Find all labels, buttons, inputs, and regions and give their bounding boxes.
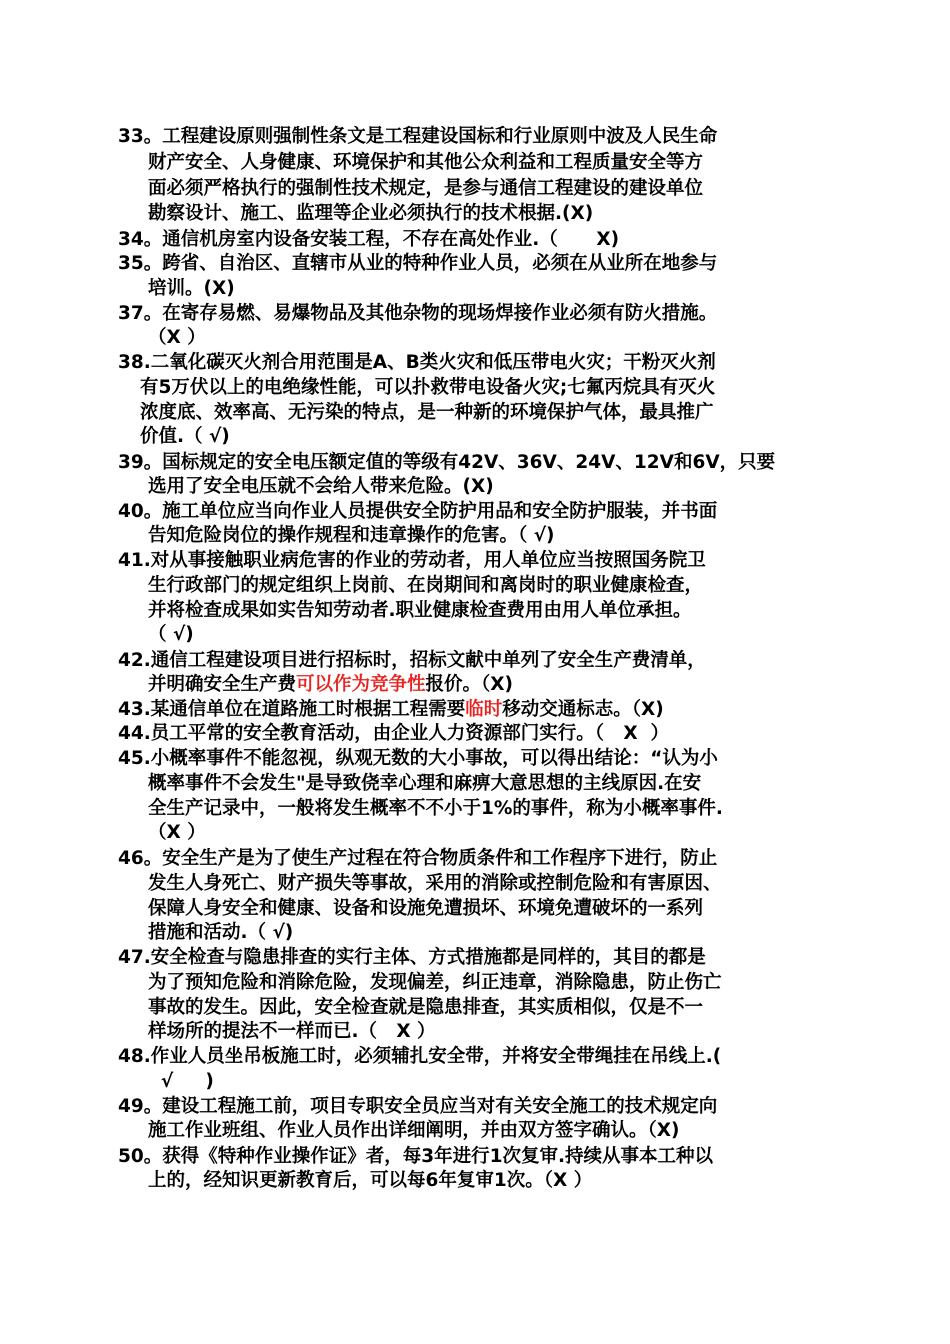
- text-line: 事故的发生。因此，安全检查就是隐患排查，其实质相似，仅是不一: [148, 997, 704, 1018]
- highlighted-text: 可以作为竞争性: [296, 674, 426, 695]
- text-line: 33。工程建设原则强制性条文是工程建设国标和行业原则中波及人民生命: [118, 126, 718, 147]
- text-line: [118, 698, 664, 722]
- text-line: （X ）: [148, 327, 206, 348]
- text-line: 培训。(X): [148, 278, 235, 299]
- text-line: 48.作业人员坐吊板施工时，必须辅扎安全带，并将安全带绳挂在吊线上.(: [118, 1046, 722, 1067]
- text-line: 选用了安全电压就不会给人带来危险。(X): [148, 476, 494, 497]
- text-line: （ √): [148, 624, 194, 645]
- text-line: 47.安全检查与隐患排查的实行主体、方式措施都是同样的，其目的都是: [118, 947, 706, 968]
- text-line: 46。安全生产是为了使生产过程在符合物质条件和工作程序下进行，防止: [118, 848, 718, 869]
- text-line: 告知危险岗位的操作规程和违章操作的危害。（ √): [148, 525, 555, 546]
- text-line: 41.对从事接触职业病危害的作业的劳动者，用人单位应当按照国务院卫: [118, 550, 706, 571]
- text-line: 39。国标规定的安全电压额定值的等级有42V、36V、24V、12V和6V，只要: [118, 452, 776, 473]
- text-line: 价值.（ √): [140, 426, 230, 447]
- text-line: √ ): [148, 1071, 214, 1092]
- text-line: 施工作业班组、作业人员作出详细阐明，并由双方签字确认。（X): [148, 1120, 680, 1141]
- highlighted-text: 临时: [465, 699, 503, 720]
- text-line: 42.通信工程建设项目进行招标时，招标文献中单列了安全生产费清单，: [118, 650, 706, 671]
- text-line: 面必须严格执行的强制性技术规定，是参与通信工程建设的建设单位: [148, 178, 704, 199]
- text-line: 45.小概率事件不能忽视，纵观无数的大小事故，可以得出结论：“认为小: [118, 748, 718, 769]
- text-line: 概率事件不会发生"是导致侥幸心理和麻痹大意思想的主线原因.在安: [148, 773, 702, 794]
- text-line: 50。获得《特种作业操作证》者，每3年进行1次复审.持续从事本工种以: [118, 1146, 714, 1167]
- text-line: （X ）: [148, 822, 206, 843]
- text-line: 全生产记录中，一般将发生概率不不小于1%的事件，称为小概率事件.: [148, 798, 723, 819]
- text-line: 并将检查成果如实告知劳动者.职业健康检查费用由用人单位承担。: [148, 600, 692, 621]
- text-line: 49。建设工程施工前，项目专职安全员应当对有关安全施工的技术规定向: [118, 1096, 718, 1117]
- text-line: 浓度底、效率高、无污染的特点，是一种新的环境保护气体，最具推广: [140, 402, 714, 423]
- text-line: 财产安全、人身健康、环境保护和其他公众利益和工程质量安全等方: [148, 152, 704, 173]
- text-line: 措施和活动.（ √): [148, 922, 294, 943]
- text-segment: 报价。（X): [425, 674, 514, 695]
- text-line: 34。通信机房室内设备安装工程，不存在高处作业.（ X): [118, 229, 620, 250]
- text-segment: 移动交通标志。（X): [502, 699, 664, 720]
- text-line: 生行政部门的规定组织上岗前、在岗期间和离岗时的职业健康检查，: [148, 575, 704, 596]
- text-line: 为了预知危险和消除危险，发现偏差，纠正违章，消除隐患，防止伤亡: [148, 972, 722, 993]
- text-line: 发生人身死亡、财产损失等事故，采用的消除或控制危险和有害原因、: [148, 873, 722, 894]
- text-line: 44.员工平常的安全教育活动，由企业人力资源部门实行。（ X ）: [118, 723, 669, 744]
- text-line: 35。跨省、自治区、直辖市从业的特种作业人员，必须在从业所在地参与: [118, 253, 718, 274]
- text-line: 有5万伏以上的电绝缘性能，可以扑救带电设备火灾;七氟丙烷具有灭火: [140, 377, 716, 398]
- text-segment: 43.某通信单位在道路施工时根据工程需要: [118, 699, 466, 720]
- text-segment: 并明确安全生产费: [148, 674, 297, 695]
- text-line: 上的，经知识更新教育后，可以每6年复审1次。（X ）: [148, 1170, 593, 1191]
- text-line: 勘察设计、施工、监理等企业必须执行的技术根据.(X): [148, 203, 594, 224]
- text-line: 38.二氧化碳灭火剂合用范围是A、B类火灾和低压带电火灾；干粉灭火剂: [118, 352, 716, 373]
- text-line: [148, 673, 513, 697]
- text-line: 37。在寄存易燃、易爆物品及其他杂物的现场焊接作业必须有防火措施。: [118, 303, 718, 324]
- text-line: 样场所的提法不一样而已.（ X ）: [148, 1021, 436, 1042]
- text-line: 40。施工单位应当向作业人员提供安全防护用品和安全防护服装，并书面: [118, 501, 718, 522]
- text-line: 保障人身安全和健康、设备和设施免遭损坏、环境免遭破坏的一系列: [148, 898, 704, 919]
